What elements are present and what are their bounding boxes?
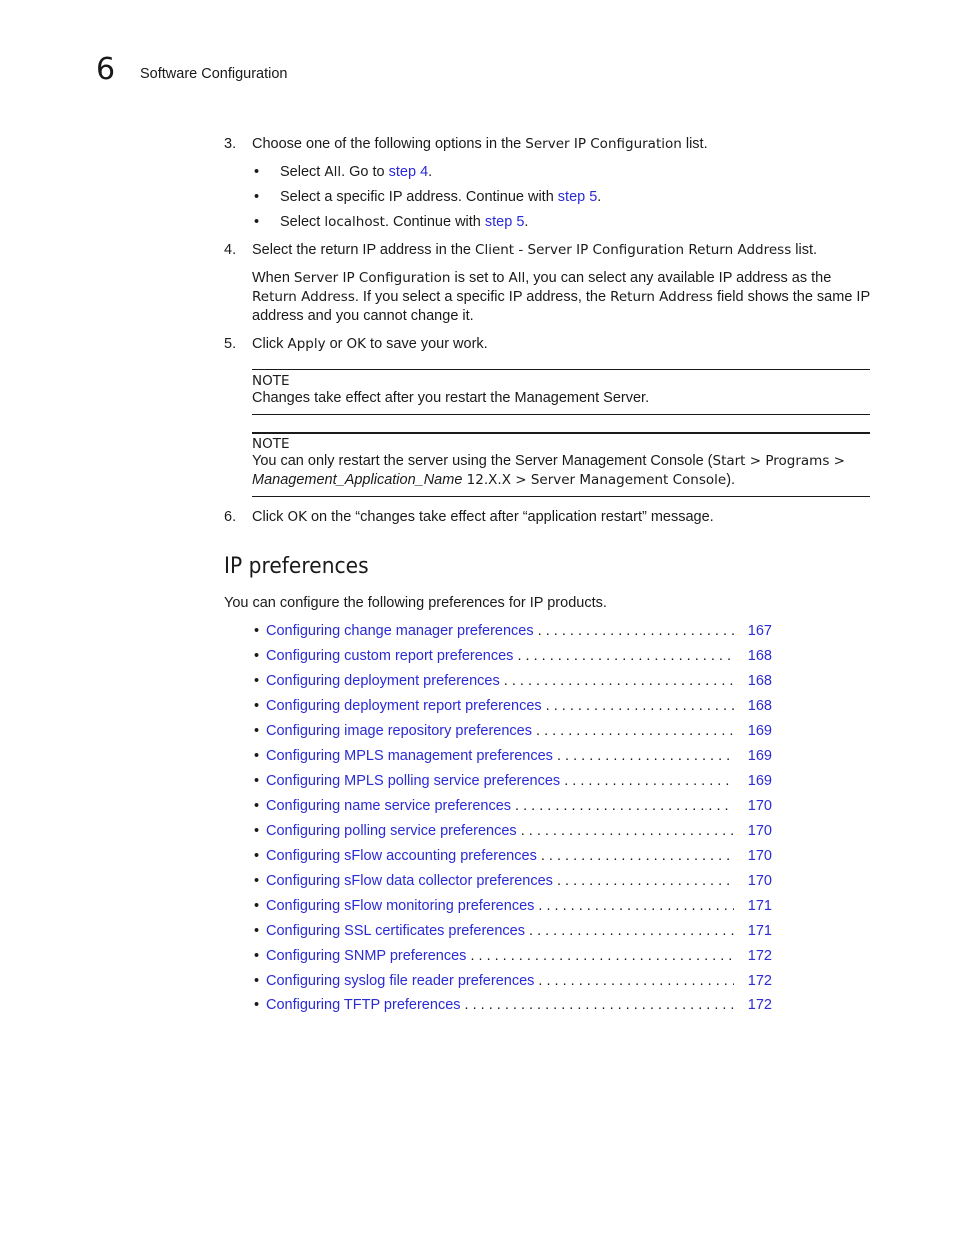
ok-term: OK <box>287 509 307 525</box>
bullet-icon: • <box>254 973 260 989</box>
bullet-icon: • <box>254 673 260 689</box>
ui-term: 12.X.X > Server Management Console <box>462 472 727 488</box>
toc-link[interactable]: Configuring TFTP preferences . . . <box>266 995 734 1015</box>
ui-term: Return Address <box>610 289 713 305</box>
bullet-text: Select <box>280 214 325 230</box>
section-intro: You can configure the following preferences for IP products. <box>224 595 607 611</box>
toc-entry[interactable] <box>254 971 774 991</box>
note-text: ). <box>726 472 736 488</box>
bullet-text: Select <box>280 164 325 180</box>
note-label: NOTE <box>252 436 290 452</box>
toc-link[interactable]: Configuring image repository preferences . . . <box>266 721 734 741</box>
toc-entry[interactable] <box>254 721 774 741</box>
paragraph-text: is set to <box>450 270 509 286</box>
toc-entry[interactable] <box>254 871 774 891</box>
toc-entry[interactable] <box>254 896 774 916</box>
note-bottom-rule <box>252 414 870 415</box>
apply-term: Apply <box>287 336 326 352</box>
toc-entry[interactable] <box>254 696 774 716</box>
bullet-icon: • <box>254 923 260 939</box>
toc-entry[interactable] <box>254 921 774 941</box>
note-text: Changes take effect after you restart the Management Server. <box>252 390 650 406</box>
bullet-icon: • <box>254 798 260 814</box>
toc-page-number[interactable]: 169 <box>747 773 772 789</box>
bullet-icon: • <box>254 189 260 205</box>
toc-link[interactable]: Configuring polling service preferences . . . <box>266 821 734 841</box>
toc-page-number[interactable]: 172 <box>747 973 772 989</box>
note-top-rule <box>252 432 870 434</box>
toc-page-number[interactable]: 168 <box>747 648 772 664</box>
toc-page-number[interactable]: 168 <box>747 673 772 689</box>
bullet-text: . <box>524 214 529 230</box>
step-text: list. <box>681 136 708 152</box>
note-text-line <box>252 452 845 471</box>
paragraph-text: When <box>252 270 294 286</box>
bullet-icon: • <box>254 873 260 889</box>
bullet-icon: • <box>254 723 260 739</box>
bullet-icon: • <box>254 698 260 714</box>
ui-term: Server IP Configuration <box>293 270 451 286</box>
step-4-paragraph-line <box>252 269 831 288</box>
bullet-icon: • <box>254 898 260 914</box>
note-text: You can only restart the server using the Server Management Console ( <box>252 453 713 469</box>
step-text: to save your work. <box>366 336 488 352</box>
toc-link[interactable]: Configuring sFlow monitoring preferences . . . <box>266 896 734 916</box>
toc-page-number[interactable]: 170 <box>747 823 772 839</box>
toc-entry[interactable] <box>254 946 774 966</box>
bullet-icon: • <box>254 748 260 764</box>
toc-page-number[interactable]: 171 <box>747 898 772 914</box>
step-number: 5. <box>224 336 237 352</box>
step-text: or <box>325 336 347 352</box>
paragraph-text: , you can select any available IP address as the <box>525 270 832 286</box>
toc-link[interactable]: Configuring SNMP preferences . . . <box>266 946 734 966</box>
step-number: 3. <box>224 136 237 152</box>
note-label: NOTE <box>252 373 290 389</box>
step-4-paragraph-line: address and you cannot change it. <box>252 308 474 324</box>
ok-term: OK <box>346 336 367 352</box>
step-number: 6. <box>224 509 237 525</box>
toc-entry[interactable] <box>254 621 774 641</box>
paragraph-text: . If you select a specific IP address, the <box>354 289 611 305</box>
bullet-text: . Continue with <box>384 214 485 230</box>
toc-entry[interactable] <box>254 995 774 1015</box>
ui-term: All <box>508 270 526 286</box>
toc-link[interactable]: Configuring MPLS management preferences . . . <box>266 746 734 766</box>
toc-page-number[interactable]: 168 <box>747 698 772 714</box>
step-text: on the “changes take effect after “application restart” message. <box>306 509 714 525</box>
toc-page-number[interactable]: 170 <box>747 873 772 889</box>
toc-page-number[interactable]: 169 <box>747 723 772 739</box>
toc-entry[interactable] <box>254 771 774 791</box>
toc-link[interactable]: Configuring sFlow accounting preferences . . . <box>266 846 734 866</box>
step-link[interactable]: step 5 <box>557 189 598 205</box>
step-text: list. <box>791 242 818 258</box>
toc-link[interactable]: Configuring custom report preferences . . . <box>266 646 734 666</box>
toc-entry[interactable] <box>254 746 774 766</box>
bullet-text: . <box>597 189 602 205</box>
step-text: Click <box>252 509 288 525</box>
bullet-icon: • <box>254 997 260 1013</box>
bullet-icon: • <box>254 948 260 964</box>
bullet-icon: • <box>254 623 260 639</box>
step-text: Click <box>252 336 288 352</box>
ui-term: Return Address <box>252 289 355 305</box>
step-link[interactable]: step 4 <box>388 164 429 180</box>
toc-entry[interactable] <box>254 821 774 841</box>
note-text-line <box>252 471 735 490</box>
toc-entry[interactable] <box>254 671 774 691</box>
ui-term: localhost <box>324 214 385 230</box>
bullet-icon: • <box>254 164 260 180</box>
bullet-text: Select a specific IP address. Continue with <box>280 189 558 205</box>
ui-term: All <box>324 164 342 180</box>
toc-link[interactable]: Configuring change manager preferences . . . <box>266 621 734 641</box>
toc-link[interactable]: Configuring MPLS polling service preferences . . . <box>266 771 734 791</box>
toc-entry[interactable] <box>254 646 774 666</box>
chapter-title: Software Configuration <box>140 66 288 82</box>
toc-page-number[interactable]: 172 <box>747 948 772 964</box>
bullet-icon: • <box>254 823 260 839</box>
toc-link[interactable]: Configuring SSL certificates preferences . . . <box>266 921 734 941</box>
toc-page-number[interactable]: 172 <box>747 997 772 1013</box>
bullet-icon: • <box>254 848 260 864</box>
bullet-text: . <box>428 164 433 180</box>
bullet-icon: • <box>254 214 260 230</box>
step-link[interactable]: step 5 <box>484 214 525 230</box>
toc-page-number[interactable]: 167 <box>747 623 772 639</box>
toc-entry[interactable] <box>254 846 774 866</box>
bullet-icon: • <box>254 773 260 789</box>
step-number: 4. <box>224 242 237 258</box>
bullet-text: . Go to <box>341 164 389 180</box>
ui-term: Server IP Configuration <box>525 136 682 152</box>
note-italic-text: Management_Application_Name <box>252 472 463 488</box>
toc-page-number[interactable]: 170 <box>747 848 772 864</box>
bullet-icon: • <box>254 648 260 664</box>
toc-entry[interactable] <box>254 796 774 816</box>
ui-term: Start > Programs > <box>712 453 845 469</box>
toc-link[interactable]: Configuring deployment report preferences . . . <box>266 696 734 716</box>
step-text: Select the return IP address in the <box>252 242 476 258</box>
paragraph-text: field shows the same IP <box>712 289 871 305</box>
toc-page-number[interactable]: 169 <box>747 748 772 764</box>
chapter-number: 6 <box>96 52 116 87</box>
ui-term: Client - Server IP Configuration Return Address <box>475 242 792 258</box>
note-top-rule <box>252 369 870 370</box>
toc-page-number[interactable]: 171 <box>747 923 772 939</box>
toc-page-number[interactable]: 170 <box>747 798 772 814</box>
toc-link[interactable]: Configuring deployment preferences . . . <box>266 671 734 691</box>
note-bottom-rule <box>252 496 870 497</box>
step-4-paragraph-line <box>252 288 870 307</box>
toc-link[interactable]: Configuring syslog file reader preferences . . . <box>266 971 734 991</box>
section-heading: IP preferences <box>224 554 369 579</box>
step-text: Choose one of the following options in the <box>252 136 526 152</box>
toc-link[interactable]: Configuring name service preferences . . . <box>266 796 734 816</box>
toc-link[interactable]: Configuring sFlow data collector preferences . . . <box>266 871 734 891</box>
